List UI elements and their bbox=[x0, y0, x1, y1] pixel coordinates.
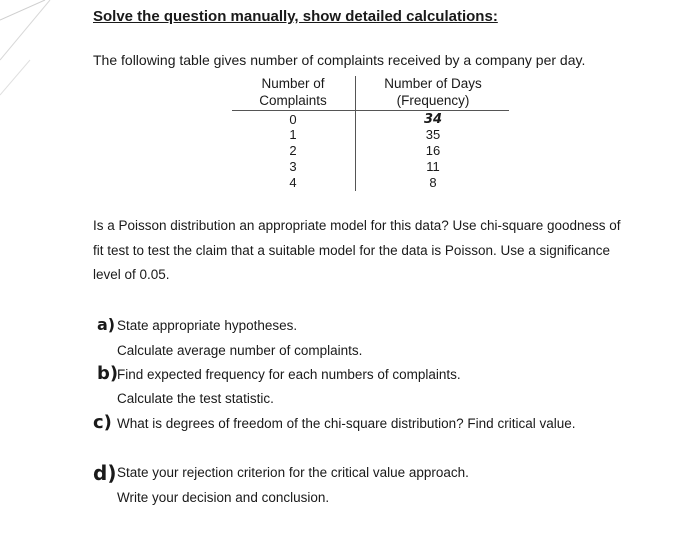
frequency-cell: 11 bbox=[426, 159, 440, 174]
part-c-line1: What is degrees of freedom of the chi-square distribution? Find critical value. bbox=[117, 416, 576, 431]
part-a-line1: State appropriate hypotheses. bbox=[117, 318, 298, 333]
frequency-cell: 16 bbox=[425, 143, 441, 158]
page-heading: Solve the question manually, show detailed calculations: bbox=[93, 8, 498, 25]
intro-text: The following table gives number of complaints received by a company per day. bbox=[93, 52, 586, 68]
frequency-cell-handwritten: 34 bbox=[423, 112, 443, 127]
part-b-line1: Find expected frequency for each numbers of complaints. bbox=[117, 367, 461, 382]
complaints-cell: 0 bbox=[289, 112, 297, 127]
corner-decoration bbox=[0, 0, 60, 120]
col1-header-line1: Number of bbox=[261, 76, 325, 91]
complaints-cell: 1 bbox=[289, 127, 297, 142]
part-d-line2: Write your decision and conclusion. bbox=[117, 490, 330, 505]
question-line-3: level of 0.05. bbox=[93, 267, 170, 282]
complaints-cell: 3 bbox=[289, 159, 297, 174]
question-line-2: fit test to test the claim that a suitable model for the data is Poisson. Use a significance bbox=[93, 243, 611, 258]
col2-header-line2: (Frequency) bbox=[396, 93, 470, 108]
part-c-marker: c) bbox=[93, 412, 112, 433]
part-b-line2: Calculate the test statistic. bbox=[117, 391, 274, 406]
part-a-line2: Calculate average number of complaints. bbox=[117, 343, 363, 358]
frequency-cell: 35 bbox=[425, 127, 441, 142]
col2-header-line1: Number of Days bbox=[384, 76, 482, 91]
part-b-marker: b) bbox=[97, 363, 119, 384]
part-a-marker: a) bbox=[97, 315, 116, 334]
table-header-rule bbox=[232, 110, 509, 111]
col1-header-line2: Complaints bbox=[259, 93, 327, 108]
part-d-marker: d) bbox=[93, 461, 117, 485]
question-line-1: Is a Poisson distribution an appropriate model for this data? Use chi-square goodness of bbox=[93, 218, 621, 233]
table-column-divider bbox=[355, 76, 356, 191]
complaints-cell: 2 bbox=[289, 143, 297, 158]
frequency-cell: 8 bbox=[429, 175, 437, 190]
complaints-cell: 4 bbox=[289, 175, 297, 190]
part-d-line1: State your rejection criterion for the critical value approach. bbox=[117, 465, 469, 480]
